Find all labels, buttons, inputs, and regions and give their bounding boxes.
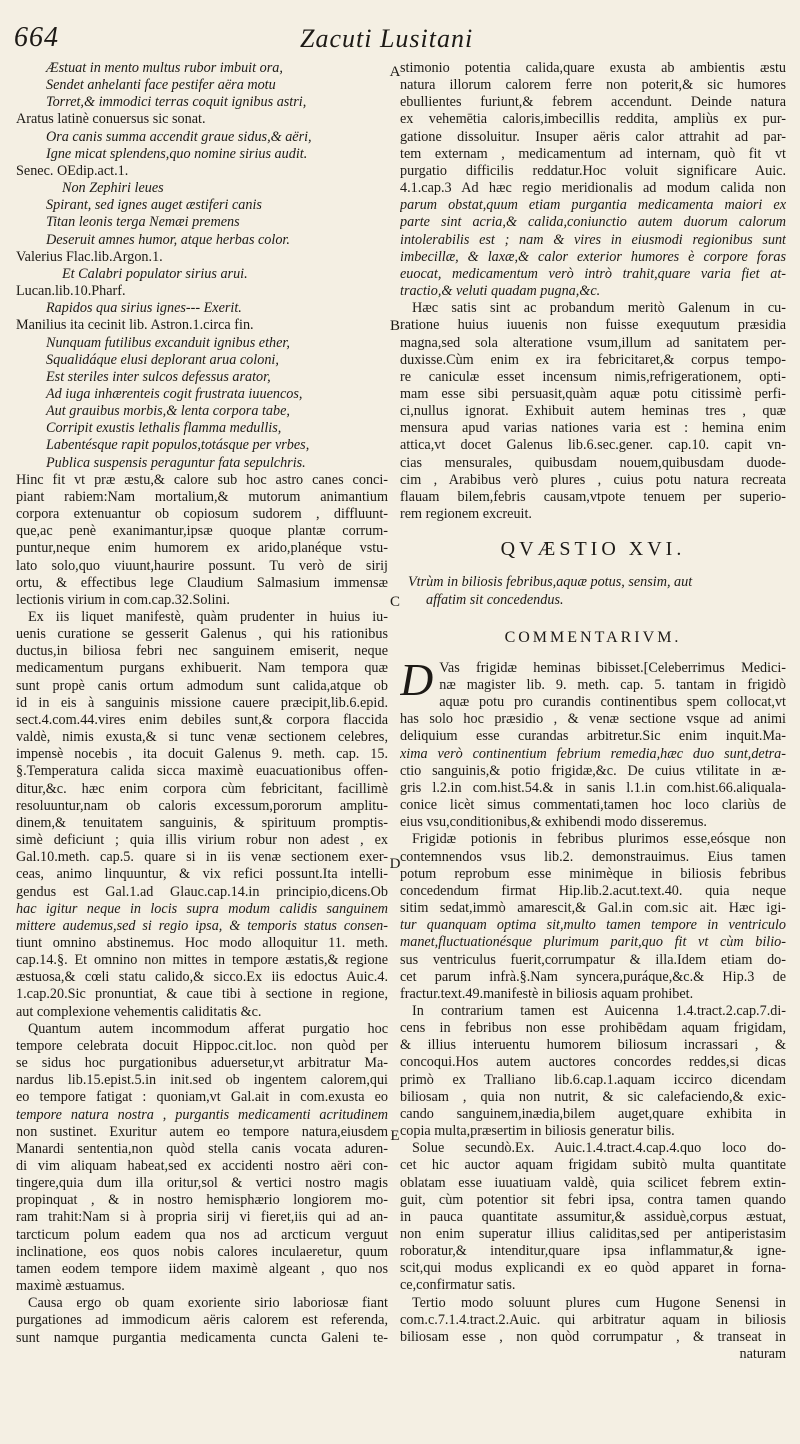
text-line: Squalidáque elusi deplorant arua coloni, bbox=[46, 351, 279, 368]
text-line: sunt namque purgantia medicamenta cuncta Galeni te- bbox=[16, 1329, 388, 1346]
text-line: & illius interuentu humorem biliosum incrassari , & bbox=[400, 1037, 786, 1054]
text-line: biliosam , quia non nutrit, & sic calefaciendo,& exic- bbox=[400, 1088, 786, 1105]
text-line: deliquium esse curandas arbitretur.Sic enim inquit.Ma- bbox=[400, 728, 786, 745]
text-line: Senec. OEdip.act.1. bbox=[16, 162, 129, 179]
text-line: Gal.10.meth. cap.5. quare si in iis venæ sectionem exer- bbox=[16, 849, 388, 866]
text-line: Corripit exustis lethalis flamma medullis, bbox=[46, 420, 282, 437]
text-line: tingere,quia dum illa oritur,sol & vertici nostro magis bbox=[16, 1175, 388, 1192]
text-line: xima verò continentium febrium remedia,hæc duo sunt,detra- bbox=[400, 745, 786, 762]
text-line: tempore celebrata docuit Hippoc.cit.loc. non quòd per bbox=[16, 1037, 388, 1054]
text-line: potum reprobum esse minimèque in biliosis febribus bbox=[400, 865, 786, 882]
text-line: cens in febribus non esse prohibēdam aquam frigidam, bbox=[400, 1020, 786, 1037]
text-line: ctio sanguinis,& potio frigidæ,&c. De cuius vtilitate in æ- bbox=[400, 762, 786, 779]
text-line: sus ventriculus fuerit,corrumpatur & illa.Idem etiam do- bbox=[400, 951, 786, 968]
text-line: tiunt omnino abstinemus. Hoc modo alloquitur 11. meth. bbox=[16, 934, 388, 951]
text-line: di vim aliquam habeat,sed ex accidenti nostro aëri con- bbox=[16, 1158, 388, 1174]
text-line: primò ex Tralliano lib.6.cap.1.aquam iccirco dicendam bbox=[400, 1071, 786, 1088]
text-line: Nunquam futilibus excanduit ignibus ether, bbox=[46, 334, 290, 351]
text-line: has solo hoc præsidio , & venæ sectione vsque ad animi bbox=[400, 711, 786, 728]
text-line: mensura apud varias nationes varia est : hemina enim bbox=[400, 420, 786, 437]
text-line: biliosam esse , non quòd corrumpatur , & transeat in bbox=[400, 1328, 786, 1345]
text-line: Tertio modo soluunt plures cum Hugone Senensi in bbox=[412, 1294, 786, 1311]
text-line: ce,confirmatur satis. bbox=[400, 1277, 516, 1294]
text-line: gendus est Gal.1.ad Glauc.cap.14.in principio,dicens.Ob bbox=[16, 883, 388, 900]
text-line: parte sint acria,& calida,coniunctio autem duorum calorum bbox=[400, 214, 786, 231]
text-line: imbecillæ, & laxæ,& calor exterior humores è corpore foras bbox=[400, 248, 786, 265]
text-line: Manilius ita cecinit lib. Astron.1.circa fin. bbox=[16, 317, 254, 334]
text-line: cim , Arabibus verò plures , cuius potu natura recreata bbox=[400, 471, 786, 488]
text-line: euocat, medicamentum verò intrò trahit,quare varia fiet at- bbox=[400, 265, 786, 282]
text-line: Labentésque rapit populos,totásque per vrbes, bbox=[46, 437, 310, 454]
text-line: guit, cùm potentior sit febri ipsa, contra tamen quando bbox=[400, 1191, 786, 1208]
text-line: simè deficiunt ; quia illis virium robur non adest , ex bbox=[16, 832, 388, 849]
text-line: aquæ potu pro curandis continentibus spem collocat,vt bbox=[439, 694, 786, 711]
text-line: dinem,& tenuitatem sanguinis, & spirituum promptis- bbox=[16, 814, 388, 831]
text-line: re caniculæ esset incensum nimis,refrigerationem, opti- bbox=[400, 368, 786, 385]
text-line: sect.4.com.44.vires enim debiles sunt,& corpora flaccida bbox=[16, 711, 388, 728]
text-line: mittere audemus,sed si regio ipsa, & temporis status consen- bbox=[16, 917, 388, 934]
text-line: Ora canis summa accendit graue sidus,& aëri, bbox=[46, 128, 312, 145]
text-line: concoqui.Hos autem auctores concordes reddes,si dicas bbox=[400, 1054, 786, 1071]
text-line: Vas frigidæ heminas bibisset.[Celeberrimus Medici- bbox=[439, 659, 786, 676]
text-line: aut complexione vehementis caliditatis &c. bbox=[16, 1003, 262, 1020]
text-line: æstuosa,& cœli statu calido,& sicco.Ex iis edoctus Auic.4. bbox=[16, 969, 388, 986]
text-line: ex vehemētia caloris,imbecillis reddita, ampliùs ex pur- bbox=[400, 111, 786, 128]
question-text-line: affatim sit concedendus. bbox=[426, 591, 564, 608]
text-line: Sendet anhelanti face pestifer aëra motu bbox=[46, 77, 276, 94]
text-line: tamen eodem tempore iidem maximè algeant , quo nos bbox=[16, 1260, 388, 1277]
text-line: natura illorum calorem ferre non poterit,& sic humores bbox=[400, 77, 786, 94]
text-line: sunt propè canis ortum admodum sunt calida,atque ob bbox=[16, 677, 388, 694]
question-text bbox=[400, 574, 786, 608]
text-line: se sidus hoc purgationibus aduersetur,vt arbitratur Ma- bbox=[16, 1055, 388, 1072]
text-line: attica,vt docet Galenus lib.6.sec.gener. cap.10. capit vn- bbox=[400, 437, 786, 454]
text-line: parum obstat,quum etiam purgantia medicamenta maiori ex bbox=[400, 197, 786, 214]
text-line: stimonio potentia calida,quare exusta ab ambientis æstu bbox=[400, 60, 786, 76]
text-line: cando sanguinem,inædia,bilem auget,quare exhibita in bbox=[400, 1105, 786, 1122]
text-line: flauam bilem,febris causam,vtpote tenuem per superio- bbox=[400, 488, 786, 505]
text-line: Titan leonis terga Nemæi premens bbox=[46, 214, 240, 231]
text-line: resoluuntur,nam ob caloris excessum,pororum amplitu- bbox=[16, 797, 388, 814]
text-line: Æstuat in mento multus rubor imbuit ora, bbox=[46, 60, 283, 76]
text-line: Hæc satis sint ac probandum meritò Galenum in cu- bbox=[412, 300, 786, 317]
text-line: manet,fluctuationésque plurimum parit,quo fit vt cùm bilio- bbox=[400, 934, 786, 951]
text-line: lectionis virium in com.cap.32.Solini. bbox=[16, 591, 230, 608]
text-line: conice licèt simus commentati,tamen hoc loco clariùs de bbox=[400, 797, 786, 814]
text-line: Aratus latinè conuersus sic sonat. bbox=[16, 111, 206, 128]
text-line: propinquat , & in nostro hemisphærio longiorem mo- bbox=[16, 1192, 388, 1209]
text-line: non enim superatur illius caliditas,sed per antiperistasim bbox=[400, 1226, 786, 1242]
text-line: in pauca quantitate assumitur,& assiduè,corpus æstuat, bbox=[400, 1208, 786, 1225]
text-line: Frigidæ potionis in febribus plurimos esse,eósque non bbox=[412, 831, 786, 848]
text-line: Ex iis liquet manifestè, quàm prudenter in huius iu- bbox=[28, 609, 388, 625]
text-line: que,ac penè exanimantur,ipsæ quoque plantæ corrum- bbox=[16, 523, 388, 540]
text-line: Lucan.lib.10.Pharf. bbox=[16, 283, 126, 300]
text-line: roboratur,& intenditur,quare ipsa inflammatur,& igne- bbox=[400, 1243, 786, 1260]
text-line: magna,sed sola alteratione vsum,illum ad sanitatem per- bbox=[400, 334, 786, 351]
text-line: cet hic auctor aquam frigidam subitò multa quantitate bbox=[400, 1157, 786, 1174]
page-header bbox=[0, 0, 800, 56]
drop-cap: D bbox=[400, 653, 434, 705]
text-line: copia multa,præsertim in biliosis generatur bilis. bbox=[400, 1123, 675, 1140]
text-line: medicamentum purgans exhibuerit. Nam tempora quæ bbox=[16, 660, 388, 677]
text-line: impensè nocebis , ita docuit Galenus 9. meth. cap. 15. bbox=[16, 746, 388, 763]
text-line: ram trahit:Nam si à propria sirij vi fieret,iis qui ad an- bbox=[16, 1209, 388, 1226]
text-line: naturam bbox=[739, 1346, 786, 1363]
margin-letter-a: A bbox=[389, 64, 401, 80]
text-line: In contrarium tamen est Auicenna 1.4.tract.2.cap.7.di- bbox=[412, 1002, 786, 1019]
text-line: purgatio difficilis reddatur.Hoc voluit significare Auic. bbox=[400, 162, 786, 179]
text-line: concedendum firmat Hip.lib.2.acut.text.40. quia neque bbox=[400, 882, 786, 899]
text-line: ceas, animo linquuntur, & vix refici possunt.Ita intelli- bbox=[16, 866, 388, 883]
text-line: corpora extenuantur ob copiosum sudorem , diffluunt- bbox=[16, 506, 388, 523]
text-line: eius vsu,conditionibus,& exhibendi modo disseremus. bbox=[400, 814, 707, 831]
question-text-line: Vtrùm in biliosis febribus,aquæ potus, sensim, aut bbox=[408, 574, 693, 591]
text-line: scit,qui modus explicandi ex eo quòd apparet in forna- bbox=[400, 1260, 786, 1277]
text-line: Solue secundò.Ex. Auic.1.4.tract.4.cap.4.quo loco do- bbox=[412, 1140, 786, 1157]
text-line: tempore natura nostra , purgantis medicamenti acritudinem bbox=[16, 1106, 388, 1123]
text-line: purgationes ad immodicum aëris calorem est referenda, bbox=[16, 1312, 388, 1329]
text-line: puntur,neque enim humorem ex arido,planéque vstu- bbox=[16, 540, 388, 557]
text-line: ditur,&c. hæc enim corpora cùm febricitant, facillimè bbox=[16, 780, 388, 797]
text-line: sitim sedat,immò amarescit,& Gal.in com.sic ait. Hæc igi- bbox=[400, 900, 786, 917]
text-line: inclinatione, eos quos nobis calores inculaeretur, quum bbox=[16, 1243, 388, 1260]
text-line: maximè æstuamus. bbox=[16, 1278, 125, 1295]
text-line: Publica suspensis peraguntur fata sepulchris. bbox=[46, 454, 306, 471]
text-line: ductus,in biliosa febri nec sanguinem emiserit, neque bbox=[16, 643, 388, 660]
page-number: 664 bbox=[14, 22, 59, 53]
text-line: tarcticum polum eadem qua nos ad arcticum verguut bbox=[16, 1226, 388, 1243]
text-line: 1.cap.20.Sic pronuntiat, & caue tibi à sectione in regione, bbox=[16, 986, 388, 1003]
commentary-title: COMMENTARIVM. bbox=[504, 628, 682, 646]
margin-letter-b: B bbox=[389, 318, 400, 334]
text-line: Spirant, sed ignes auget æstiferi canis bbox=[46, 197, 262, 214]
text-line: Causa ergo ob quam exoriente sirio laboriosæ fiant bbox=[28, 1295, 388, 1312]
text-line: 4.1.cap.3 Ad hæc regio meridionalis ad modum calida non bbox=[400, 180, 786, 197]
right-column bbox=[400, 60, 786, 1440]
text-line: tractio,& veluti quadam pugna,&c. bbox=[400, 283, 601, 300]
text-line: næ magister lib. 9. meth. cap. 5. tantam in frigidò bbox=[439, 677, 786, 693]
right-column-upper-text bbox=[400, 60, 786, 523]
text-line: eo tempore fatigat : quoniam,vt Gal.ait in com.exusta eo bbox=[16, 1089, 388, 1106]
text-line: cap.14.§. Et omnino non mittes in tempore æstatis,& regione bbox=[16, 952, 388, 969]
margin-letter-e: E bbox=[390, 1128, 400, 1144]
text-line: piant rabiem:Nam mortalium,& mutorum animantium bbox=[16, 488, 388, 505]
text-line: tur quanquam optima sit,multo tamen tempore in ventriculo bbox=[400, 917, 786, 934]
text-line: intolerabilis est ; nam & vires in eiusmodi regionibus sunt bbox=[400, 231, 786, 248]
text-line: uenis curatione se gesserit Galenus , qui his rationibus bbox=[16, 626, 388, 643]
text-line: Torret,& immodici terras coquit ignibus astri, bbox=[46, 94, 307, 111]
text-line: Manardi sententia,non quòd stella canis vocata aduren- bbox=[16, 1140, 388, 1157]
text-line: tem externam , medicamentum ad internam, quò fit vt bbox=[400, 145, 786, 162]
text-line: Est steriles inter sulcos defessus arator, bbox=[46, 368, 271, 385]
text-line: Deseruit amnes humor, atque herbas color. bbox=[46, 231, 290, 248]
text-line: Valerius Flac.lib.Argon.1. bbox=[16, 248, 163, 265]
text-line: Hinc fit vt præ æstu,& calore sub hoc astro canes conci- bbox=[16, 471, 388, 488]
text-line: contemnendos vsus lib.2. demonstrauimus. Eius tamen bbox=[400, 848, 786, 865]
text-line: gatione dissoluitur. Insuper aëris calor attrahit ad par- bbox=[400, 128, 786, 145]
text-line: Et Calabri populator sirius arui. bbox=[62, 265, 248, 282]
margin-letter-c: C bbox=[389, 594, 400, 610]
left-column bbox=[16, 60, 388, 1440]
running-title: Zacuti Lusitani bbox=[300, 24, 474, 53]
text-line: oblatam esse iuuatiuam valdè, quia scilicet febrem extin- bbox=[400, 1174, 786, 1191]
text-line: Quantum autem incommodum afferat purgatio hoc bbox=[28, 1020, 388, 1037]
text-line: Rapidos qua sirius ignes--- Exerit. bbox=[46, 300, 242, 317]
text-line: com.c.7.1.4.tract.2.Auic. qui arbitratur aquam in biliosis bbox=[400, 1311, 786, 1328]
text-line: Ad iuga inhærenteis cogit frustrata iuuencos, bbox=[46, 385, 303, 402]
text-line: ortu, & effectibus lege Claudium Salmasium immensæ bbox=[16, 574, 388, 591]
text-line: gris l.2.in com.hist.54.& in sanis l.1.in com.hist.66.aliquala- bbox=[400, 779, 786, 796]
text-line: Aut grauibus morbis,& lenta corpora tabe, bbox=[46, 403, 290, 420]
text-line: cias mensurales, quibusdam nouem,quibusdam duode- bbox=[400, 454, 786, 471]
text-line: §.Temperatura calida sicca maximè euacuationibus offen- bbox=[16, 763, 388, 780]
margin-letter-d: D bbox=[389, 856, 401, 872]
question-title: QVÆSTIO XVI. bbox=[500, 538, 686, 561]
text-line: id in eis à sanguinis missione cauere præcipit,lib.6.epid. bbox=[16, 694, 388, 711]
commentary-body bbox=[400, 653, 786, 1363]
text-line: mam esse sibi persuasit,quàm aquæ potu citissimè perfi- bbox=[400, 385, 786, 402]
text-line: nardus lib.15.epist.5.in init.sed ob ingentem calorem,qui bbox=[16, 1072, 388, 1089]
text-line: valdè, nimis exusta,& si tunc venæ sectionem celebres, bbox=[16, 729, 388, 746]
text-line: non sustinet. Exuritur autem eo tempore natura,eiusdem bbox=[16, 1123, 388, 1140]
text-line: duxisse.Cùm enim ex ira febricitaret,& corpus tempo- bbox=[400, 351, 786, 368]
text-line: ratione huius iuuenis non fuisse exequutum præsidia bbox=[400, 317, 786, 334]
text-line: cet parum infrà.§.Nam syncera,puráque,&c.& Hip.3 de bbox=[400, 968, 786, 985]
text-line: ebullientes furiunt,& febrem accendunt. Deinde natura bbox=[400, 94, 786, 111]
text-line: hac igitur neque in locis supra modum calidis sanguinem bbox=[16, 900, 388, 917]
text-line: fractur.text.49.manifestè in biliosis aquam prohibet. bbox=[400, 985, 694, 1002]
text-line: ci,nullus ignorat. Exhibuit autem heminas tres , quæ bbox=[400, 403, 786, 420]
text-line: rem regionem excreuit. bbox=[400, 506, 532, 523]
text-line: lato solo,quo viuunt,haurire possunt. Tu verò de sirij bbox=[16, 557, 388, 574]
text-line: Non Zephiri leues bbox=[62, 180, 164, 197]
text-line: Igne micat splendens,quo nomine sirius audit. bbox=[46, 145, 308, 162]
